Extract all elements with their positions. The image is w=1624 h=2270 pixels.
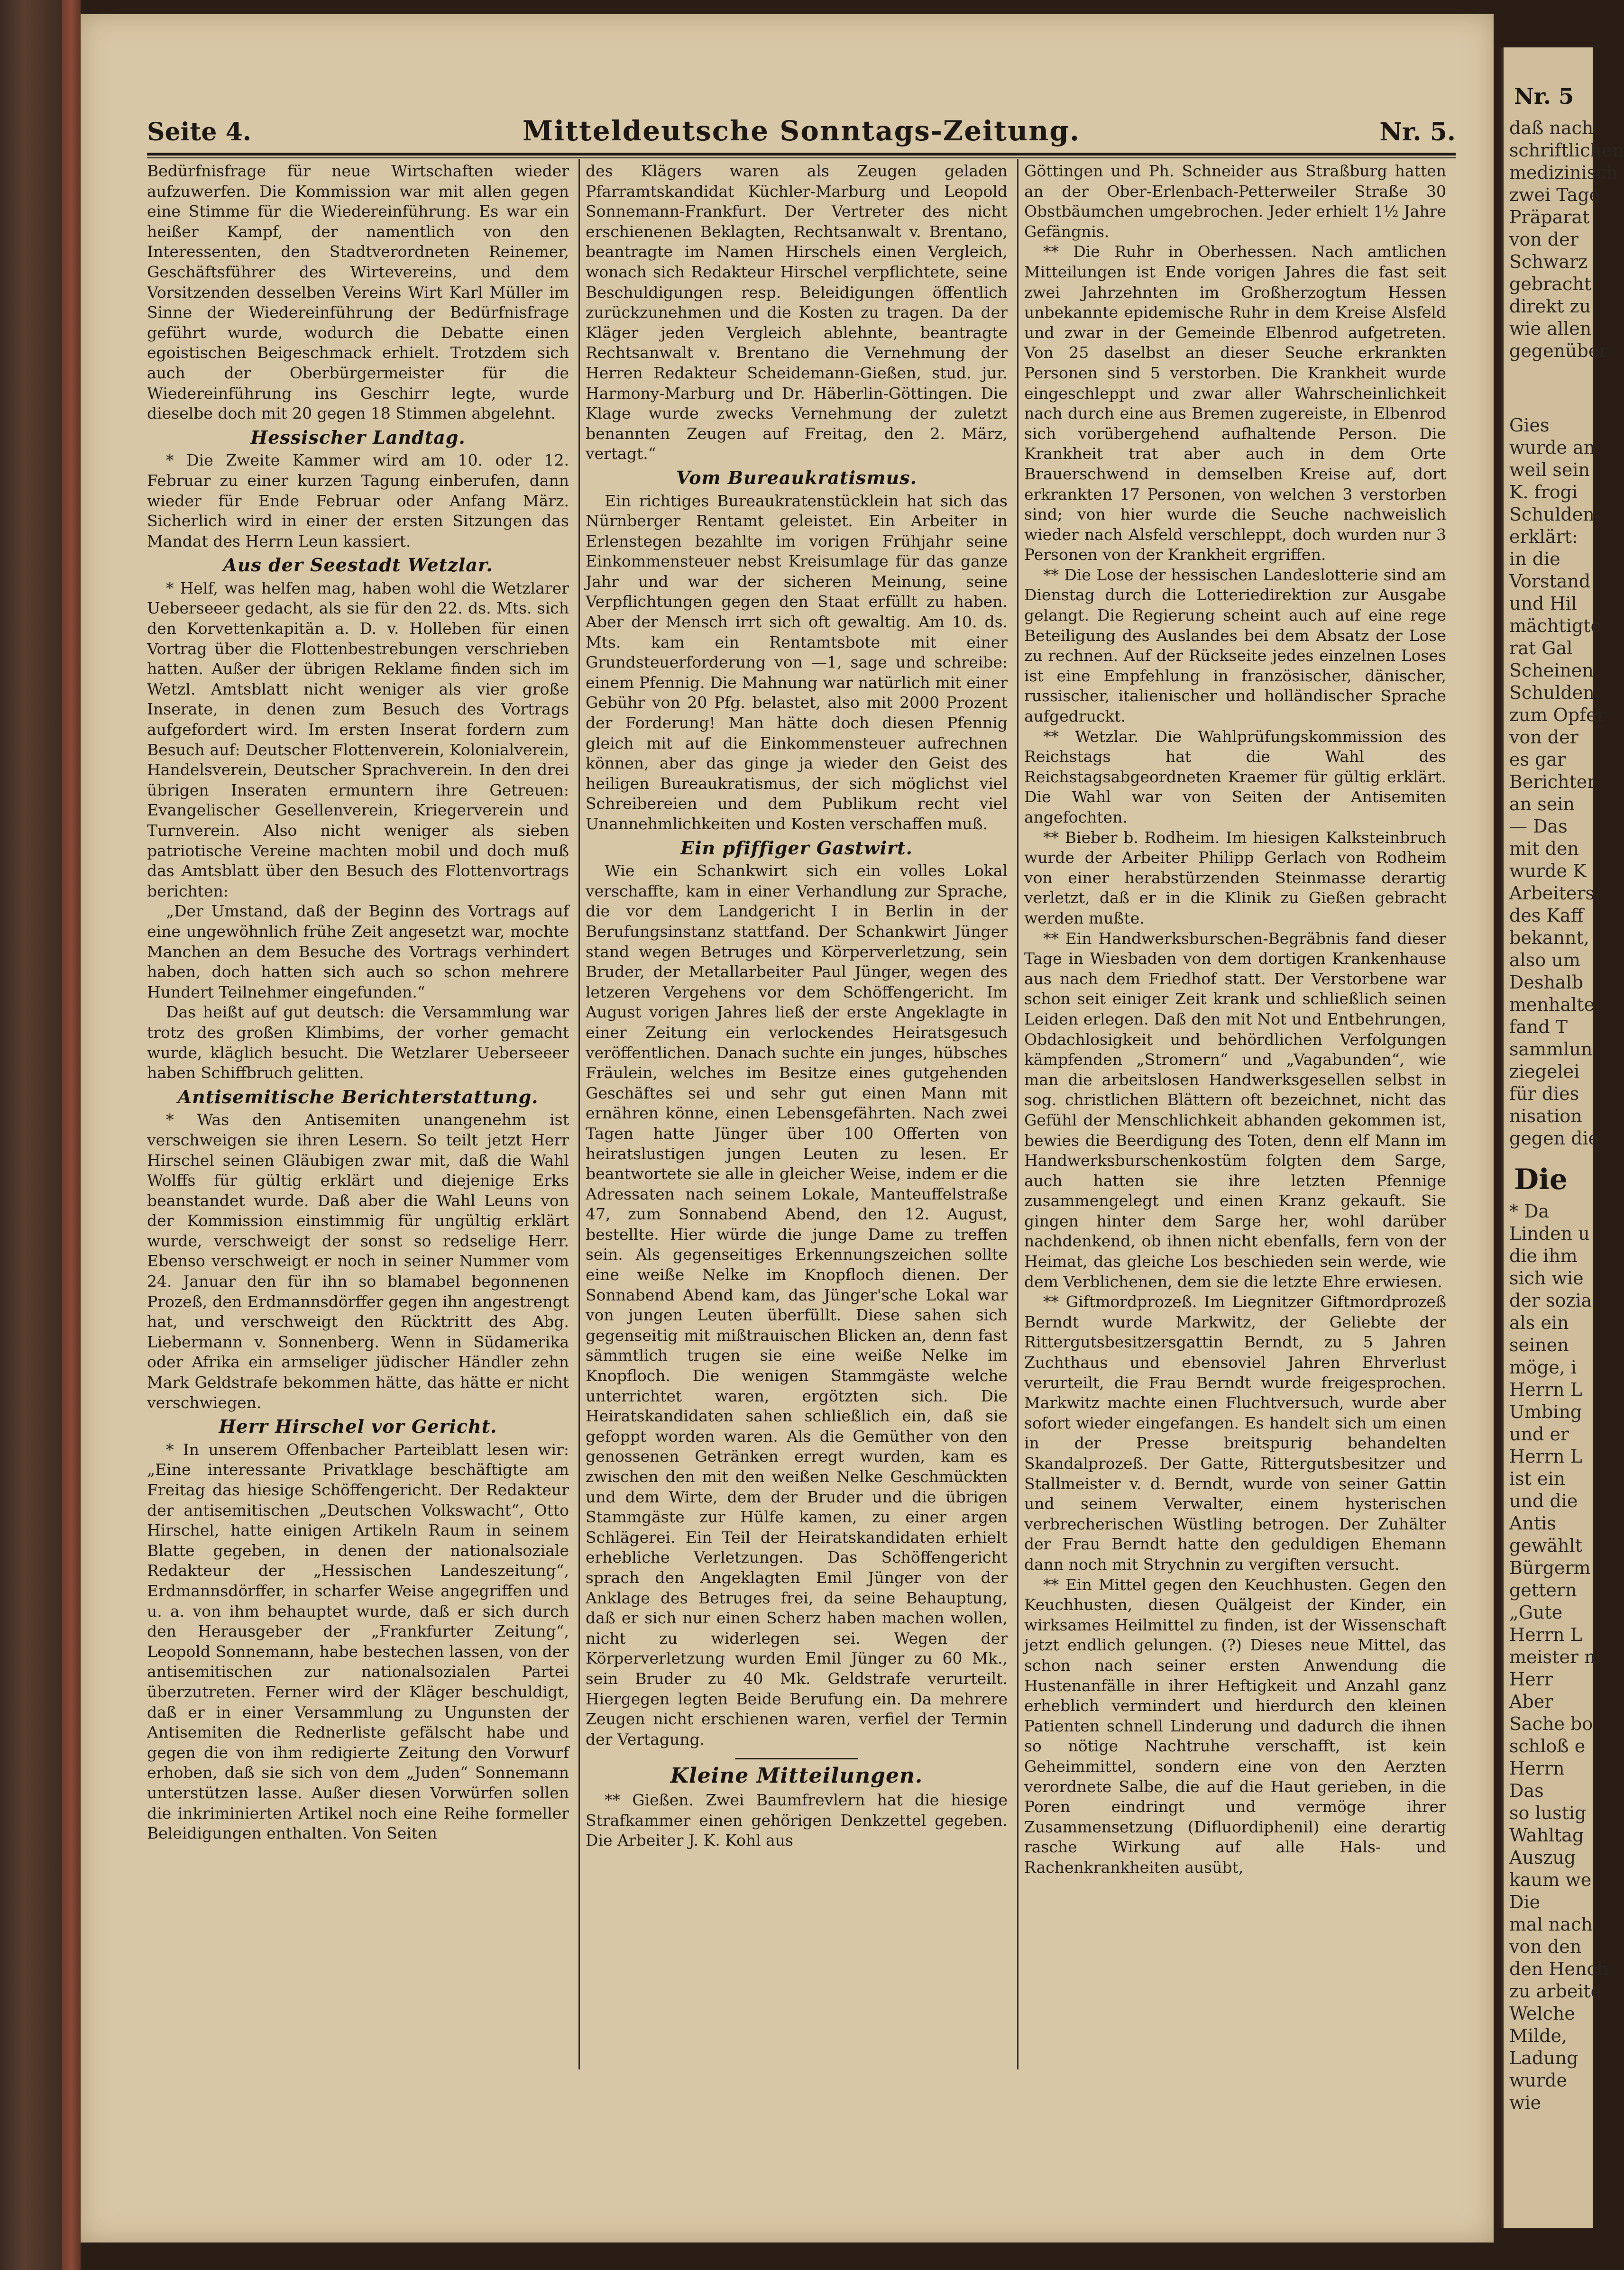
article-text: Bedürfnisfrage für neue Wirtschaften wieder aufzuwerfen. Die Kommission war mit allen gegen eine Stimme für die Wiedereinführung. Es war ein heißer Kampf, der namentlich von den Interessenten, den Stadtverordneten Reinemer, Geschäftsführer des Wirtevereins, und dem Vorsitzenden desselben Vereins Wirt Karl Müller im Sinne der Wiedereinführung der Bedürfnisfrage geführt wurde, wodurch die Debatte einen egoistischen Beigeschmack erhielt. Trotzdem sich auch der Oberbürgermeister für die Wiedereinführung ins Geschirr legte, wurde dieselbe doch mit 20 gegen 18 Stimmen abgelehnt. [147, 162, 569, 423]
article-headline: Ein pfiffiger Gastwirt. [680, 837, 913, 859]
article-text: ** Wetzlar. Die Wahlprüfungskommission des Reichstags hat die Wahl des Reichstagsabgeordneten Kraemer für gültig erklärt. Die Wahl war von Seiten der Antisemiten angefochten. [1024, 727, 1446, 826]
section-separator [735, 1758, 858, 1759]
adjacent-text-line: des Kaff [1509, 905, 1584, 926]
adjacent-text-line: von der [1509, 229, 1578, 250]
adjacent-text-line: Arbeiters [1509, 883, 1595, 904]
adjacent-text-line: wurde an [1509, 437, 1596, 458]
article-text: ** Die Lose der hessischen Landeslotterie sind am Dienstag durch die Lotteriedirektion zur Ausgabe gelangt. Die Regierung scheint auch auf eine rege Beteiligung des Auslandes bei dem Absatz der Lose zu rechnen. Auf der Rückseite jedes einzelnen Loses ist eine Empfehlung in französischer, dänischer, russischer, italienischer und holländischer Sprache aufgedruckt. [1024, 565, 1446, 726]
article-text: Ein richtiges Bureaukratenstücklein hat sich das Nürnberger Rentamt geleistet. Ein Arbeiter in Erlenstegen bezahlte im vorigen Frühjahr seine Einkommensteuer nebst Kreisumlage für das ganze Jahr und war der sicheren Meinung, seine Verpflichtungen gegen den Staat erfüllt zu haben. Aber der Mensch irrt sich oft gewaltig. Am 10. ds. Mts. kam ein Rentamtsbote mit einer Grundsteuerforderung von —1, sage und schreibe: einem Pfennig. Die Mahnung war natürlich mit einer Gebühr von 20 Pfg. belastet, also mit 2000 Prozent der Forderung! Man hätte doch diesen Pfennig gleich mit auf die Einkommensteuer aufrechnen können, aber das ginge ja wieder den Geist des heiligen Bureaukratismus, der sich möglichst viel Schreibereien und dem Publikum recht viel Unannehmlichkeiten und Kosten verschaffen muß. [586, 491, 1008, 833]
adjacent-text-line: * Da [1509, 1201, 1550, 1222]
article-text: ** Gießen. Zwei Baumfrevlern hat die hiesige Strafkammer einen gehörigen Denkzettel gegeben. Die Arbeiter J. K. Kohl aus [586, 1790, 1008, 1850]
adjacent-text-line: — Das [1509, 816, 1568, 837]
adjacent-text-line: Schulden [1509, 682, 1595, 703]
adjacent-text-line: „Gute [1509, 1602, 1563, 1623]
article-text: Das heißt auf gut deutsch: die Versammlung war trotz des großen Klimbims, der vorher gemacht wurde, kläglich besucht. Die Wetzlarer Ueberseeer haben Schiffbruch gelitten. [147, 1003, 569, 1082]
adjacent-text-line: Herr [1509, 1669, 1553, 1690]
article-headline: Herr Hirschel vor Gericht. [219, 1416, 497, 1437]
adjacent-text-line: so lustig [1509, 1803, 1587, 1823]
adjacent-text-line: also um [1509, 950, 1580, 970]
adjacent-text-line: zum Opfer [1509, 705, 1606, 725]
adjacent-text-line: ist ein [1509, 1468, 1566, 1489]
adjacent-text-line: Das [1509, 1780, 1544, 1801]
adjacent-text-line: gegen die [1509, 1128, 1599, 1149]
adjacent-text-line: Herrn L [1509, 1379, 1582, 1400]
adjacent-text-line: gettern [1509, 1580, 1577, 1601]
column-divider [1017, 159, 1018, 2069]
article-headline: Antisemitische Berichterstattung. [177, 1086, 539, 1108]
adjacent-text-line: mächtigte [1509, 615, 1601, 636]
adjacent-text-line: mal nach [1509, 1914, 1593, 1935]
adjacent-text-line: schriftlichen [1509, 140, 1624, 161]
adjacent-text-line: und die [1509, 1491, 1578, 1511]
adjacent-text-line: Präparat [1509, 207, 1590, 228]
adjacent-text-line: Vorstand [1509, 571, 1591, 592]
adjacent-text-line: der sozia [1509, 1290, 1592, 1311]
adjacent-text-line: Herrn L [1509, 1446, 1582, 1467]
adjacent-text-line: sammlun [1509, 1039, 1593, 1060]
adjacent-text-line: und Hil [1509, 593, 1577, 614]
adjacent-text-line: zu arbeite [1509, 1981, 1602, 2002]
article-text: ** Bieber b. Rodheim. Im hiesigen Kalksteinbruch wurde der Arbeiter Philipp Gerlach von Rodheim von einer herabstürzenden Steinmasse derartig verletzt, daß er in die Klinik zu Gießen gebracht werden mußte. [1024, 828, 1446, 927]
adjacent-text-line: die ihm [1509, 1245, 1578, 1266]
adjacent-text-line: Umbing [1509, 1401, 1582, 1422]
adjacent-text-line: Berichter [1509, 771, 1596, 792]
adjacent-text-line: Ladung [1509, 2048, 1578, 2069]
adjacent-text-line: Schwarz [1509, 251, 1588, 272]
adjacent-text-line: gebracht [1509, 274, 1591, 294]
adjacent-text-line: an sein [1509, 794, 1575, 815]
adjacent-text-line: Wahltag [1509, 1825, 1584, 1846]
article-headline: Aus der Seestadt Wetzlar. [223, 554, 493, 576]
adjacent-text-line: für dies [1509, 1083, 1579, 1104]
adjacent-text-line: nisation [1509, 1106, 1582, 1126]
adjacent-text-line: Auszug [1509, 1847, 1576, 1868]
column-3 [1024, 161, 1446, 2067]
article-text: ** Die Ruhr in Oberhessen. Nach amtlichen Mitteilungen ist Ende vorigen Jahres die fast seit zwei Jahrzehnten im Großherzogtum Hessen unbekannte epidemische Ruhr in dem Kreise Alsfeld und zwar in der Gemeinde Elbenrod aufgetreten. Von 25 daselbst an dieser Seuche erkrankten Personen sind 5 verstorben. Die Krankheit wurde eingeschleppt und zwar aller Wahrscheinlichkeit nach durch eine aus Bremen zugereiste, in Elbenrod sich vorübergehend aufhaltende Person. Die Krankheit trat aber auch in dem Orte Brauerschwend in demselben Kreise auf, dort erkrankten 17 Personen, von welchen 3 verstorben sind; von hier wurde die Seuche nachweislich wieder nach Alsfeld verschleppt, doch wurden nur 3 Personen von der Krankheit ergriffen. [1024, 242, 1446, 564]
article-text: ** Ein Handwerksburschen-Begräbnis fand dieser Tage in Wiesbaden von dem dortigen Krankenhause aus nach dem Friedhof statt. Der Verstorbene war schon seit einiger Zeit krank und schließlich seinen Leiden erlegen. Daß den mit Not und Entbehrungen, Obdachlosigkeit und behördlichen Verfolgungen kämpfenden „Stromern“ und „Vagabunden“, wie man die arbeitslosen Handwerksgesellen selbst in sog. christlichen Blättern oft bezeichnet, nicht das Gefühl der Menschlichkeit abhanden gekommen ist, bewies die Beerdigung des Toten, denn elf Mann im Handwerksburschenkostüm folgten dem Sarge, auch hatten sie ihre letzten Pfennige zusammengelegt und einen Kranz gekauft. Sie gingen hinter dem Sarge her, wohl darüber nachdenkend, ob ihnen nicht ebenfalls, fern von der Heimat, das gleiche Los beschieden sein werde, wie dem Verblichenen, dem sie die letzte Ehre erwiesen. [1024, 929, 1446, 1291]
adjacent-text-line: wurde [1509, 2070, 1567, 2091]
page-header [147, 104, 1456, 152]
adjacent-text-line: Aber [1509, 1691, 1553, 1712]
adjacent-page-fragment [1501, 47, 1624, 2228]
adjacent-text-line: Die [1509, 1892, 1541, 1913]
page-number: Seite 4. [147, 118, 251, 146]
adjacent-issue-number: Nr. 5 [1514, 83, 1574, 109]
adjacent-text-line: von den [1509, 1936, 1582, 1957]
adjacent-text-block [1504, 117, 1624, 362]
adjacent-text-line: gewählt [1509, 1535, 1582, 1556]
adjacent-text-line: Herrn [1509, 1758, 1565, 1779]
article-headline: Hessischer Landtag. [250, 426, 466, 448]
adjacent-text-line: Scheinen [1509, 660, 1594, 681]
adjacent-text-line: wurde K [1509, 860, 1587, 881]
adjacent-text-line: Deshalb [1509, 972, 1584, 993]
article-text: * Was den Antisemiten unangenehm ist verschweigen sie ihren Lesern. So teilt jetzt Herr Hirschel seinen Gläubigen zwar mit, daß die Wahl Wolffs für gültig erklärt und diejenige Erks beanstandet wurde. Daß aber die Wahl Leuns von der Kommission einstimmig für ungültig erklärt wurde, verschweigt der sonst so redselige Herr. Ebenso verschweigt er noch in seiner Nummer vom 24. Januar den für ihn so blamabel begonnenen Prozeß, den Erdmannsdörffer gegen ihn angestrengt hat, und verschweigt den Rücktritt des Abg. Liebermann v. Sonnenberg. Wenn in Südamerika oder Afrika ein armseliger jüdischer Händler zehn Mark Geldstrafe bekommen hätte, das hätte er nicht verschwiegen. [147, 1110, 569, 1412]
spine-edge [62, 0, 81, 2270]
article-headline: Vom Bureaukratismus. [676, 467, 917, 488]
adjacent-text-line: ziegelei [1509, 1061, 1580, 1082]
adjacent-text-line: gegenüber [1509, 340, 1608, 361]
adjacent-text-line: zwei Tage [1509, 184, 1600, 205]
adjacent-text-line: von der [1509, 727, 1578, 748]
adjacent-text-line: weil sein [1509, 459, 1590, 480]
adjacent-text-line: erklärt: [1509, 526, 1578, 547]
article-text: * Die Zweite Kammer wird am 10. oder 12. Februar zu einer kurzen Tagung einberufen, dann wieder für Ende Februar oder Anfang März. Sicherlich wird in einer der ersten Sitzungen das Mandat des Herrn Leun kassiert. [147, 451, 569, 550]
adjacent-text-block [1504, 414, 1606, 1150]
article-text: ** Giftmordprozeß. Im Liegnitzer Giftmordprozeß Berndt wurde Markwitz, der Geliebte der Rittergutsbesitzersgattin Berndt, zu 5 Jahren Zuchthaus und ebensoviel Jahren Ehrverlust verurteilt, die Frau Berndt wurde freigesprochen. Markwitz machte einen Fluchtversuch, wurde aber sofort wieder eingefangen. Es handelt sich um einen in der Presse breitspurig behandelten Skandalprozeß. Der Gatte, Rittergutsbesitzer und Stallmeister v. d. Berndt, wurde von seiner Gattin und seinem Verwalter, einem hysterischen verbrecherischen Wüstling betrogen. Der Zuhälter der Frau Berndt hatte den geduldigen Ehemann dann noch mit Strychnin zu vergiften versucht. [1024, 1292, 1446, 1574]
article-text: Göttingen und Ph. Schneider aus Straßburg hatten an der Ober-Erlenbach-Petterweiler Straße 30 Obstbäumchen umgebrochen. Jeder erhielt 1½ Jahre Gefängnis. [1024, 162, 1446, 241]
adjacent-text-line: kaum we [1509, 1869, 1592, 1890]
adjacent-text-line: K. frogi [1509, 482, 1578, 503]
column-1 [147, 161, 569, 2067]
adjacent-text-line: und er [1509, 1424, 1569, 1445]
issue-number: Nr. 5. [1379, 118, 1456, 146]
adjacent-text-line: Gies [1509, 415, 1550, 436]
adjacent-text-line: medizinisch [1509, 162, 1618, 183]
adjacent-text-line: Sache bo [1509, 1713, 1593, 1734]
book-binding [0, 0, 62, 2270]
section-headline: Kleine Mitteilungen. [670, 1764, 923, 1788]
adjacent-headline: Die [1514, 1163, 1568, 1196]
adjacent-text-line: Bürgerm [1509, 1557, 1591, 1578]
article-text: ** Ein Mittel gegen den Keuchhusten. Gegen den Keuchhusten, diesen Quälgeist der Kinder, ein wirksames Heilmittel zu finden, ist der Wissenschaft jetzt endlich gelungen. (?) Dieses neue Mittel, das schon nach seiner ersten Anwendung die Hustenanfälle in ihrer Heftigkeit und Anzahl ganz erheblich vermindert und hierdurch den kleinen Patienten schnell Linderung und dadurch die ihnen so nötige Nachtruhe verschafft, ist kein Geheimmittel, sondern eine von den Aerzten verordnete Salbe, die auf die Haut gerieben, in die Poren eindringt und vermöge ihrer Zusammensetzung (Difluordiphenil) eine derartig rasche Wirkung auf alle Hals- und Rachenkrankheiten ausübt, [1024, 1575, 1446, 1876]
article-quote: „Der Umstand, daß der Beginn des Vortrags auf eine ungewöhnlich frühe Zeit angesetzt war, mochte Manchen an dem Besuche des Vortrags verhindert haben, doch hatten sich auch so schon mehrere Hundert Teilnehmer eingefunden.“ [147, 902, 569, 1001]
article-text: Wie ein Schankwirt sich ein volles Lokal verschaffte, kam in einer Verhandlung zur Sprache, die vor dem Landgericht I in Berlin in der Berufungsinstanz stattfand. Der Schankwirt Jünger stand wegen Betruges und Körperverletzung, sein Bruder, der Metallarbeiter Paul Jünger, wegen des letzeren Vergehens vor dem Schöffengericht. Im August vorigen Jahres ließ der erste Angeklagte in einer Zeitung ein verlockendes Heiratsgesuch veröffentlichen. Danach suchte ein junges, hübsches Fräulein, welches im Besitze eines gutgehenden Geschäftes sei und sehr gut einen Mann mit ernähren könne, einen Lebensgefährten. Nach zwei Tagen hatte Jünger über 100 Offerten von heiratslustigen jungen Leuten zu lesen. Er beantwortete sie alle in gleicher Weise, indem er die Adressaten nach seinem Lokale, Manteuffelstraße 47, zum Sonnabend Abend, den 12. August, bestellte. Hier würde die junge Dame zu treffen sein. Als gegenseitiges Erkennungszeichen sollte eine weiße Nelke im Knopfloch dienen. Der Sonnabend Abend kam, das Jünger'sche Lokal war von jungen Leuten überfüllt. Diese sahen sich gegenseitig mit mißtrauischen Blicken an, denn fast sämmtlich trugen sie eine weiße Nelke im Knopfloch. Die wenigen Stammgäste welche unterrichtet waren, ergötzten sich. Die Heiratskandidaten sahen schließlich ein, daß sie gefoppt worden waren. Als die Gemüther von den genossenen Getränken erregt wurden, kam es zwischen den mit den weißen Nelke Geschmückten und dem Wirte, dem der Bruder und die übrigen Stammgäste zur Hülfe kamen, zu einer argen Schlägerei. Ein Teil der Heiratskandidaten erhielt erhebliche Verletzungen. Das Schöffengericht sprach den Angeklagten Emil Jünger von der Anklage des Betruges frei, da seine Behauptung, daß er sich nur einen Scherz haben machen wollen, nicht zu widerlegen sei. Wegen der Körperverletzung wurden Emil Jünger zu 60 Mk., sein Bruder zu 40 Mk. Geldstrafe verurteilt. Hiergegen legten Beide Berufung ein. Da mehrere Zeugen nicht erschienen waren, verfiel der Termin der Vertagung. [586, 861, 1008, 1748]
adjacent-text-line: rat Gal [1509, 638, 1573, 659]
newspaper-title: Mitteldeutsche Sonntags-Zeitung. [522, 115, 1081, 147]
column-divider [578, 159, 580, 2069]
adjacent-text-line: in die [1509, 549, 1560, 569]
adjacent-text-line: schloß e [1509, 1736, 1586, 1757]
adjacent-text-line: wie allen [1509, 318, 1592, 339]
article-text: des Klägers waren als Zeugen geladen Pfarramtskandidat Küchler-Marburg und Leopold Sonnemann-Frankfurt. Der Vertreter des nicht erschienenen Beklagten, Rechtsanwalt v. Brentano, beantragte im Namen Hirschels einen Vergleich, wonach sich Redakteur Hirschel verpflichtete, seine Beschuldigungen resp. Beleidigungen öffentlich zurückzunehmen und die Kosten zu tragen. Da der Kläger jeden Vergleich ablehnte, beantragte Rechtsanwalt v. Brentano die Vernehmung der Herren Redakteur Scheidemann-Gießen, stud. jur. Harmony-Marburg und Dr. Häberlin-Göttingen. Die Klage wurde zwecks Vernehmung der zuletzt benannten Zeugen auf Freitag, den 2. März, vertagt.“ [586, 162, 1008, 463]
adjacent-text-line: direkt zu [1509, 296, 1591, 317]
adjacent-text-line: Linden u [1509, 1223, 1590, 1244]
adjacent-text-line: Antis [1509, 1513, 1556, 1534]
adjacent-text-line: seinen [1509, 1335, 1569, 1355]
adjacent-text-line: menhalte [1509, 994, 1595, 1015]
adjacent-text-line: daß nach [1509, 118, 1594, 138]
adjacent-text-line: wie [1509, 2092, 1541, 2113]
adjacent-text-line: den Hench [1509, 1959, 1609, 1979]
newspaper-page [81, 14, 1494, 2243]
adjacent-text-line: möge, i [1509, 1357, 1577, 1378]
column-2 [586, 161, 1008, 2067]
adjacent-text-line: Welche [1509, 2003, 1575, 2024]
adjacent-text-line: mit den [1509, 838, 1579, 859]
adjacent-text-line: meister n [1509, 1647, 1596, 1667]
adjacent-text-line: als ein [1509, 1312, 1569, 1333]
adjacent-text-line: fand T [1509, 1016, 1568, 1037]
adjacent-text-line: sich wie [1509, 1268, 1584, 1289]
adjacent-text-line: Herrn L [1509, 1624, 1582, 1645]
article-text: * Helf, was helfen mag, haben wohl die Wetzlarer Ueberseeer gedacht, als sie für den 22. ds. Mts. sich den Korvettenkapitän a. D. v. Holleben für einen Vortrag über die Flottenbestrebungen verschrieben hatten. Außer der übrigen Reklame finden sich im Wetzl. Amtsblatt nicht weniger als vier große Inserate, in denen zum Besuch des Vortrags aufgefordert wird. Im ersten Inserat fordern zum Besuch auf: Deutscher Flottenverein, Kolonialverein, Handelsverein, Deutscher Sprachverein. In den drei übrigen Inseraten ermuntern ihre Getreuen: Evangelischer Gesellenverein, Kriegerverein und Turnverein. Also nicht weniger als sieben patriotische Vereine machten mobil und doch muß das Amtsblatt über den Besuch des Flottenvortrags berichten: [147, 578, 569, 900]
adjacent-text-line: bekannt, [1509, 927, 1589, 948]
adjacent-text-line: Milde, [1509, 2025, 1568, 2046]
header-rule [147, 153, 1456, 158]
adjacent-text-line: es gar [1509, 749, 1566, 770]
adjacent-text-line: Schulden [1509, 504, 1595, 525]
article-text: * In unserem Offenbacher Parteiblatt lesen wir: „Eine interessante Privatklage beschäftigte am Freitag das hiesige Schöffengericht. Der Redakteur der antisemitischen „Deutschen Volkswacht“, Otto Hirschel, hatte einigen Artikeln Raum in seinem Blatte gegeben, in denen der nationalsoziale Redakteur der „Hessischen Landeszeitung“, Erdmannsdörffer, in scharfer Weise angegriffen und u. a. von ihm behauptet wurde, daß er sich durch den Herausgeber der „Frankfurter Zeitung“, Leopold Sonnemann, habe bestechen lassen, von der antisemitischen zur nationalsozialen Partei überzutreten. Ferner wird der Kläger beschuldigt, daß er in einer Versammlung zu Ungunsten der Antisemiten die Rednerliste gefälscht habe und gegen die von ihm redigierte Zeitung den Vorwurf erhoben, daß sie sich von dem „Juden“ Sonnemann unterstützen lasse. Außer diesen Vorwürfen sollen die inkriminierten Artikel noch eine Reihe formeller Beleidigungen enthalten. Von Seiten [147, 1440, 569, 1843]
adjacent-text-block [1504, 1200, 1609, 2114]
